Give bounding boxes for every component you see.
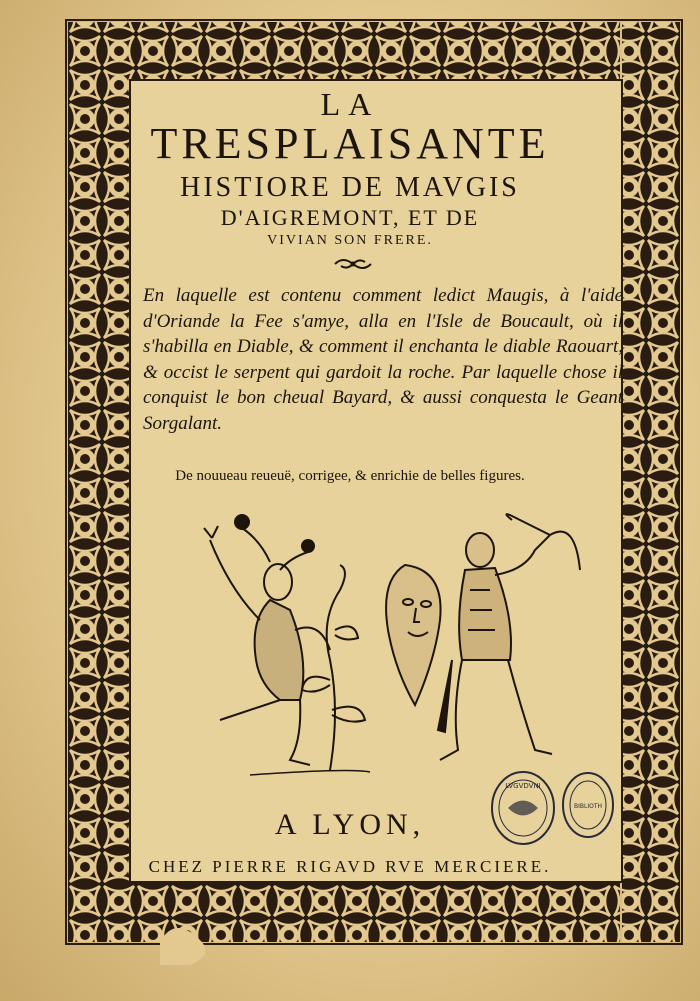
mask-shield [386, 565, 440, 705]
title-subline: HISTIORE DE MAVGIS [180, 172, 520, 203]
devil-jester-figure [204, 515, 330, 765]
title-subline: VIVIAN SON FRERE. [267, 233, 433, 248]
fleuron-icon [333, 256, 373, 272]
description-paragraph: En laquelle est contenu comment ledict Maugis, à l'aide d'Oriande la Fee s'amye, alla en l'Isle de Boucault, où il s'habilla en Diable, & comment il enchanta le diable Raouart, & occist le serpent qui gardoit la roche. Par laquelle chose il conquist le bon cheual Bayard, & aussi conquesta le Geant Sorgalant. [143, 285, 623, 434]
border-bottom [68, 882, 620, 942]
title-main: TRESPLAISANTE [150, 119, 550, 168]
title-subline: D'AIGREMONT, ET DE [220, 205, 480, 230]
stamp-left-text: LVGVDVNI [505, 782, 541, 790]
stamp-right-text: BIBLIOTH [573, 803, 603, 810]
imprint-place: A LYON, [274, 808, 426, 841]
knight-figure [438, 514, 580, 760]
title-line-la: LA [320, 86, 380, 122]
library-stamp-left [488, 768, 558, 848]
woodcut-illustration [190, 510, 590, 790]
library-stamp-right [560, 770, 616, 840]
revision-note: De nouueau reueuë, corrigee, & enrichie de belles figures. [175, 468, 525, 484]
border-top [68, 22, 620, 80]
imprint-printer: CHEZ PIERRE RIGAVD RVE MERCIERE. [148, 857, 552, 876]
